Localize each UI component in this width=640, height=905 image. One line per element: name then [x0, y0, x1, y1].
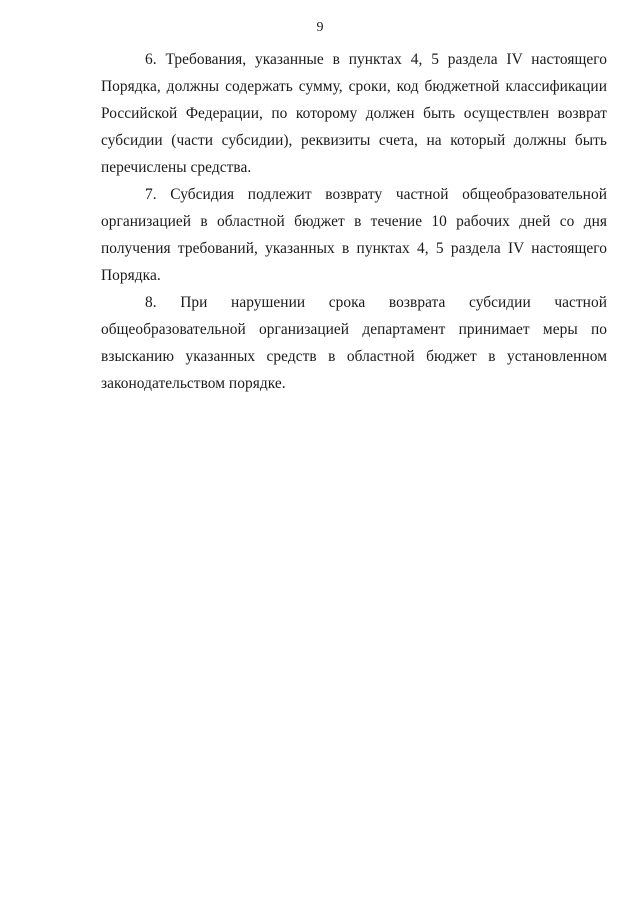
paragraph-6: 6. Требования, указанные в пунктах 4, 5 раздела IV настоящего Порядка, должны содержать сумму, сроки, код бюджетной классификации Российской Федерации, по которому должен быть осуществлен возврат субсидии (части субсидии), реквизиты счета, на который должны быть перечислены средства. [101, 51, 607, 176]
paragraph-7: 7. Субсидия подлежит возврату частной общеобразовательной организацией в областной бюджет в течение 10 рабочих дней со дня получения требований, указанных в пунктах 4, 5 раздела IV настоящего Порядка. [101, 186, 607, 284]
document-body [101, 46, 607, 397]
paragraph-8: 8. При нарушении срока возврата субсидии частной общеобразовательной организацией департамент принимает меры по взысканию указанных средств в областной бюджет в установленном законодательством порядке. [101, 294, 607, 392]
page-number: 9 [316, 20, 324, 35]
